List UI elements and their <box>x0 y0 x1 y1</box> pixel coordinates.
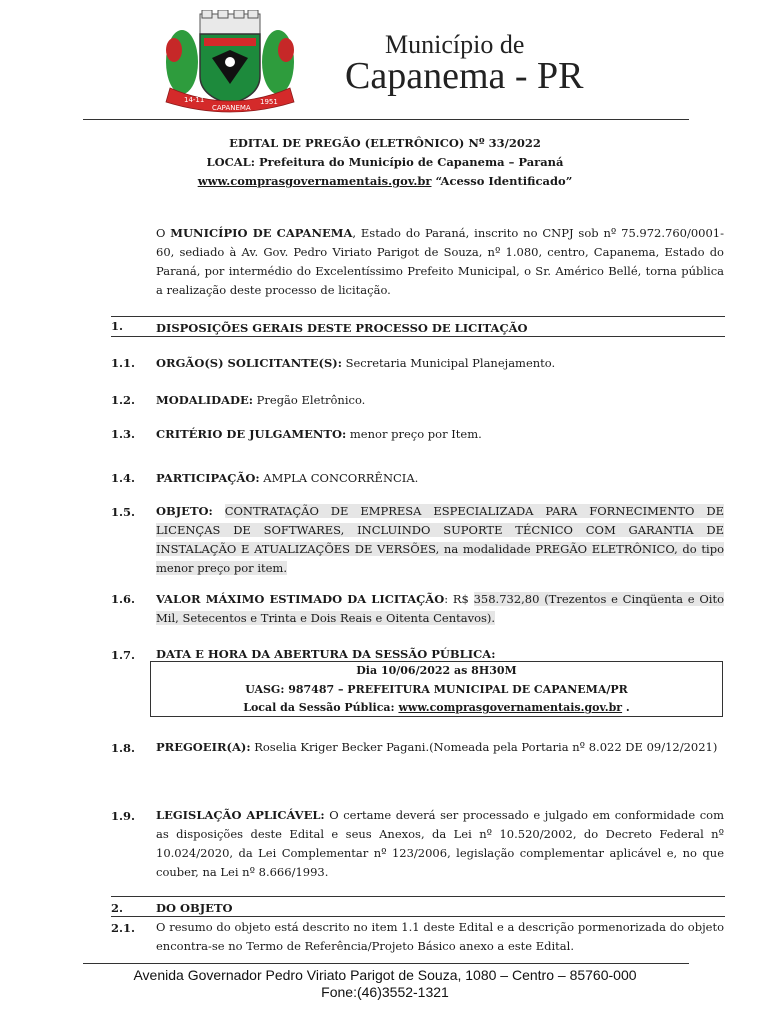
header-divider <box>83 119 689 120</box>
ribbon-right-text: 1951 <box>260 98 278 106</box>
item-1-4 <box>156 469 724 488</box>
item-1-9-text: O certame deverá ser processado e julgado em conformidade com as disposições deste Edital e seus Anexos, da Lei nº 10.520/2002, do Decreto Federal nº 10.024/2020, da Lei Complementar nº 123/2006, legislação complementar aplicável e, no que couber, na Lei nº 8.666/1993. <box>156 808 724 879</box>
item-1-2 <box>156 391 724 410</box>
footer-address: Avenida Governador Pedro Viriato Parigot de Souza, 1080 – Centro – 85760-000 <box>133 967 637 983</box>
item-1-2-label: MODALIDADE: <box>156 393 253 407</box>
footer-phone: Fone:(46)3552-1321 <box>321 984 449 1000</box>
session-date: Dia 10/06/2022 as 8H30M <box>356 664 517 677</box>
intro-municipality: MUNICÍPIO DE CAPANEMA <box>170 226 353 240</box>
item-1-5-number: 1.5. <box>111 505 136 519</box>
edital-website-line <box>0 174 770 188</box>
item-1-1-label: ORGÃO(S) SOLICITANTE(S): <box>156 356 342 370</box>
item-1-5-object-text: CONTRATAÇÃO DE EMPRESA ESPECIALIZADA PARA FORNECIMENTO DE LICENÇAS DE SOFTWARES, INCLUINDO SUPORTE TÉCNICO COM GARANTIA DE INSTALAÇÃO E ATUALIZAÇÕES DE VERSÕES, na modalidade PREGÃO ELETRÔNICO, do tipo menor preço por item. <box>156 504 725 575</box>
item-1-6 <box>156 590 724 628</box>
item-1-6-label: VALOR MÁXIMO ESTIMADO DA LICITAÇÃO <box>156 592 445 606</box>
edital-location: LOCAL: Prefeitura do Município de Capanema – Paraná <box>206 155 564 169</box>
section2-title: DO OBJETO <box>156 901 233 915</box>
footer-divider <box>83 963 689 964</box>
item-1-3-number: 1.3. <box>111 427 136 441</box>
section2-bottom-line <box>111 916 725 917</box>
item-1-8-label: PREGOEIR(A): <box>156 740 251 754</box>
item-1-6-number: 1.6. <box>111 592 136 606</box>
item-1-7-number: 1.7. <box>111 648 136 662</box>
item-1-1 <box>156 354 724 373</box>
item-1-3-label: CRITÉRIO DE JULGAMENTO: <box>156 427 347 441</box>
item-1-6-value-text: 358.732,80 (Trezentos e Cinqüenta e Oito Mil, Setecentos e Trinta e Dois Reais e Oitenta Centavos). <box>156 592 724 625</box>
section1-number: 1. <box>111 319 124 333</box>
item-1-1-number: 1.1. <box>111 356 136 370</box>
ribbon-center-text: CAPANEMA <box>212 104 251 112</box>
session-uasg: UASG: 987487 – PREFEITURA MUNICIPAL DE CAPANEMA/PR <box>245 683 628 696</box>
intro-paragraph <box>156 224 724 300</box>
edital-title: EDITAL DE PREGÃO (ELETRÔNICO) Nº 33/2022 <box>229 136 541 150</box>
item-1-1-text: Secretaria Municipal Planejamento. <box>341 356 556 370</box>
item-1-4-text: AMPLA CONCORRÊNCIA. <box>259 471 419 485</box>
item-1-5 <box>156 502 724 578</box>
item-1-4-label: PARTICIPAÇÃO: <box>156 471 260 485</box>
item-1-8-number: 1.8. <box>111 741 136 755</box>
municipal-coat-of-arms-logo <box>160 10 300 114</box>
website-link[interactable]: www.comprasgovernamentais.gov.br <box>197 174 432 188</box>
session-location-prefix: Local da Sessão Pública: <box>243 701 399 714</box>
session-location-suffix: . <box>622 701 630 714</box>
item-1-6-currency: : R$ <box>444 592 474 606</box>
ribbon-left-text: 14-11 <box>184 96 205 104</box>
item-1-8 <box>156 738 724 757</box>
item-1-9-number: 1.9. <box>111 809 136 823</box>
item-2-1-number: 2.1. <box>111 921 136 935</box>
section1-top-line <box>111 316 725 317</box>
item-1-4-number: 1.4. <box>111 471 136 485</box>
session-location-link[interactable]: www.comprasgovernamentais.gov.br <box>398 701 623 714</box>
section1-title: DISPOSIÇÕES GERAIS DESTE PROCESSO DE LICITAÇÃO <box>156 321 528 335</box>
header-municipio-label: Município de <box>385 30 525 59</box>
section1-bottom-line <box>111 336 725 337</box>
item-1-2-text: Pregão Eletrônico. <box>253 393 366 407</box>
session-location <box>150 701 723 714</box>
item-1-3 <box>156 425 724 444</box>
intro-text: , Estado do Paraná, inscrito no CNPJ sob nº 75.972.760/0001-60, sediado à Av. Gov. Pedro Viriato Parigot de Souza, nº 1.080, centro, Capanema, Estado do Paraná, por intermédio do Excelentíssimo Prefeito Municipal, o Sr. Américo Bellé, torna pública a realização deste processo de licitação. <box>156 226 724 297</box>
item-1-9 <box>156 806 724 882</box>
item-1-7-label: DATA E HORA DA ABERTURA DA SESSÃO PÚBLICA: <box>156 647 496 661</box>
section2-top-line <box>111 896 725 897</box>
intro-prefix: O <box>156 226 171 240</box>
item-1-8-text: Roselia Kriger Becker Pagani.(Nomeada pela Portaria nº 8.022 DE 09/12/2021) <box>250 740 718 754</box>
item-1-5-label: OBJETO: <box>156 504 213 518</box>
access-note: “Acesso Identificado” <box>431 174 573 188</box>
item-1-3-text: menor preço por Item. <box>346 427 482 441</box>
item-1-2-number: 1.2. <box>111 393 136 407</box>
item-1-9-label: LEGISLAÇÃO APLICÁVEL: <box>156 808 325 822</box>
item-2-1-text: O resumo do objeto está descrito no item 1.1 deste Edital e a descrição pormenorizada do objeto encontra-se no Termo de Referência/Projeto Básico anexo a este Edital. <box>156 920 724 953</box>
header-city-label: Capanema - PR <box>345 55 584 97</box>
section2-number: 2. <box>111 901 124 915</box>
